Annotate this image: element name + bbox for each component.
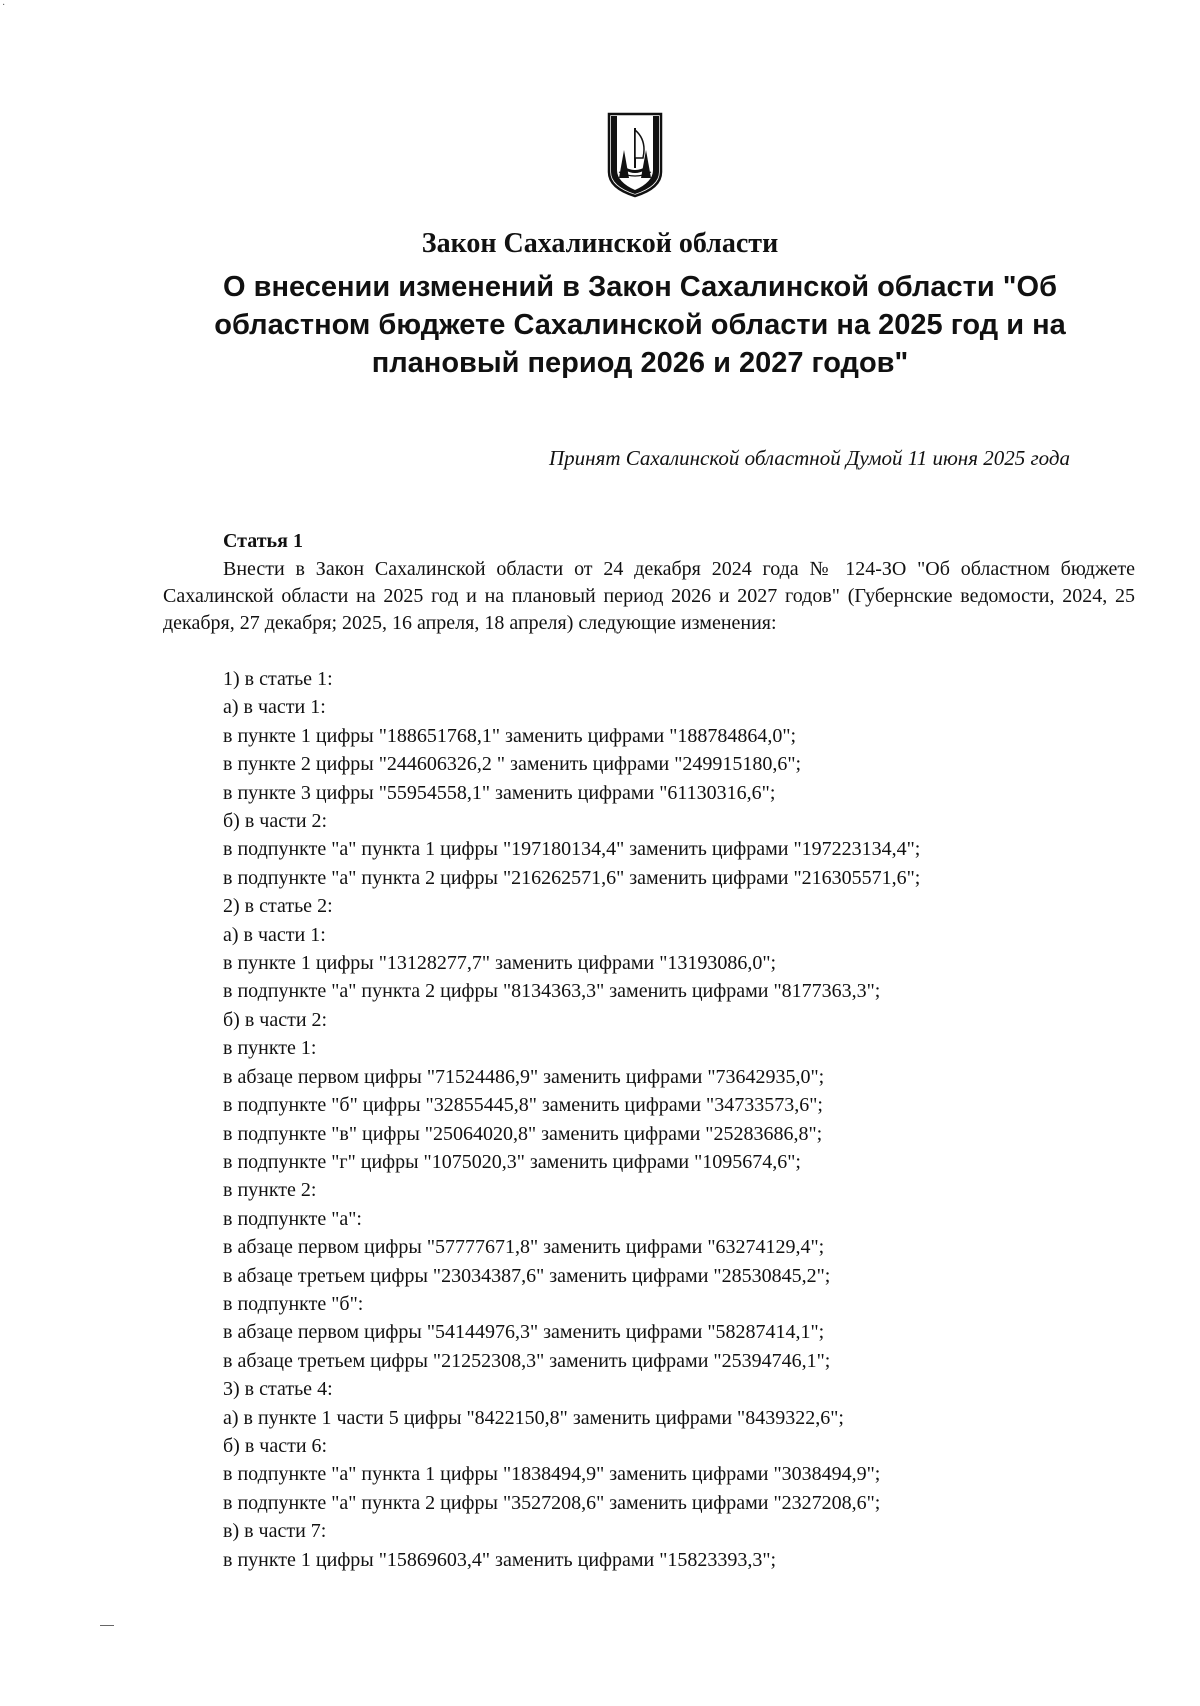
amendment-line: в пункте 1 цифры "15869603,4" заменить цифрами "15823393,3";	[223, 1548, 777, 1571]
amendment-line: в пункте 2:	[223, 1179, 317, 1202]
amendment-line: в подпункте "г" цифры "1075020,3" заменить цифрами "1095674,6";	[223, 1150, 801, 1173]
law-subject-title: О внесении изменений в Закон Сахалинской области "Об областном бюджете Сахалинской области на 2025 год и на плановый период 2026 и 2027 годов"	[214, 271, 1066, 379]
amendment-line: в подпункте "а":	[223, 1207, 362, 1230]
amendment-line: в абзаце первом цифры "71524486,9" заменить цифрами "73642935,0";	[223, 1065, 825, 1088]
amendment-line: в пункте 2 цифры "244606326,2 " заменить цифрами "249915180,6";	[223, 753, 802, 776]
amendment-line: а) в пункте 1 части 5 цифры "8422150,8" заменить цифрами "8439322,6";	[223, 1406, 844, 1429]
sakhalin-coat-of-arms-icon	[605, 110, 665, 198]
amendment-line: в абзаце первом цифры "54144976,3" заменить цифрами "58287414,1";	[223, 1321, 825, 1344]
amendment-line: в подпункте "а" пункта 2 цифры "216262571,6" заменить цифрами "216305571,6";	[223, 866, 921, 889]
amendment-line: б) в части 6:	[223, 1434, 328, 1457]
amendment-line: а) в части 1:	[223, 923, 326, 946]
amendment-line: в) в части 7:	[223, 1520, 327, 1543]
amendment-line: в абзаце третьем цифры "21252308,3" заменить цифрами "25394746,1";	[223, 1349, 831, 1372]
amendment-line: в подпункте "а" пункта 1 цифры "197180134,4" заменить цифрами "197223134,4";	[223, 838, 921, 861]
amendment-line: в подпункте "б":	[223, 1292, 364, 1315]
scan-mark: ·	[2, 0, 6, 11]
amendment-line: в подпункте "б" цифры "32855445,8" заменить цифрами "34733573,6";	[223, 1094, 823, 1117]
scan-mark-line	[100, 1625, 114, 1626]
amendment-line: в абзаце первом цифры "57777671,8" заменить цифрами "63274129,4";	[223, 1236, 825, 1259]
amendment-line: в подпункте "в" цифры "25064020,8" заменить цифрами "25283686,8";	[223, 1122, 823, 1145]
article-heading: Статья 1	[223, 530, 303, 552]
amendment-line: 2) в статье 2:	[223, 895, 333, 918]
amendment-line: в пункте 1:	[223, 1037, 317, 1060]
amendment-line: а) в части 1:	[223, 696, 326, 719]
amendment-line: в пункте 3 цифры "55954558,1" заменить цифрами "61130316,6";	[223, 781, 776, 804]
amendment-line: в подпункте "а" пункта 2 цифры "8134363,3" заменить цифрами "8177363,3";	[223, 980, 881, 1003]
law-title: Закон Сахалинской области	[421, 228, 779, 259]
amendment-line: 3) в статье 4:	[223, 1378, 333, 1401]
amendment-list	[223, 665, 1143, 1574]
adoption-note: Принят Сахалинской областной Думой 11 июня 2025 года	[549, 446, 1070, 470]
amendment-line: в подпункте "а" пункта 2 цифры "3527208,6" заменить цифрами "2327208,6";	[223, 1491, 881, 1514]
amendment-line: б) в части 2:	[223, 1008, 328, 1031]
article-intro-text: Внести в Закон Сахалинской области от 24 декабря 2024 года № 124-ЗО "Об областном бюджете Сахалинской области на 2025 год и на плановый период 2026 и 2027 годов" (Губернские ведомости, 2024, 25 декабря, 27 декабря; 2025, 16 апреля, 18 апреля) следующие изменения:	[163, 558, 1135, 634]
amendment-line: в абзаце третьем цифры "23034387,6" заменить цифрами "28530845,2";	[223, 1264, 831, 1287]
article-intro	[163, 556, 1135, 637]
amendment-line: в подпункте "а" пункта 1 цифры "1838494,9" заменить цифрами "3038494,9";	[223, 1463, 881, 1486]
amendment-line: б) в части 2:	[223, 810, 328, 833]
amendment-line: в пункте 1 цифры "13128277,7" заменить цифрами "13193086,0";	[223, 952, 777, 975]
amendment-line: в пункте 1 цифры "188651768,1" заменить цифрами "188784864,0";	[223, 724, 797, 747]
amendment-line: 1) в статье 1:	[223, 668, 333, 690]
